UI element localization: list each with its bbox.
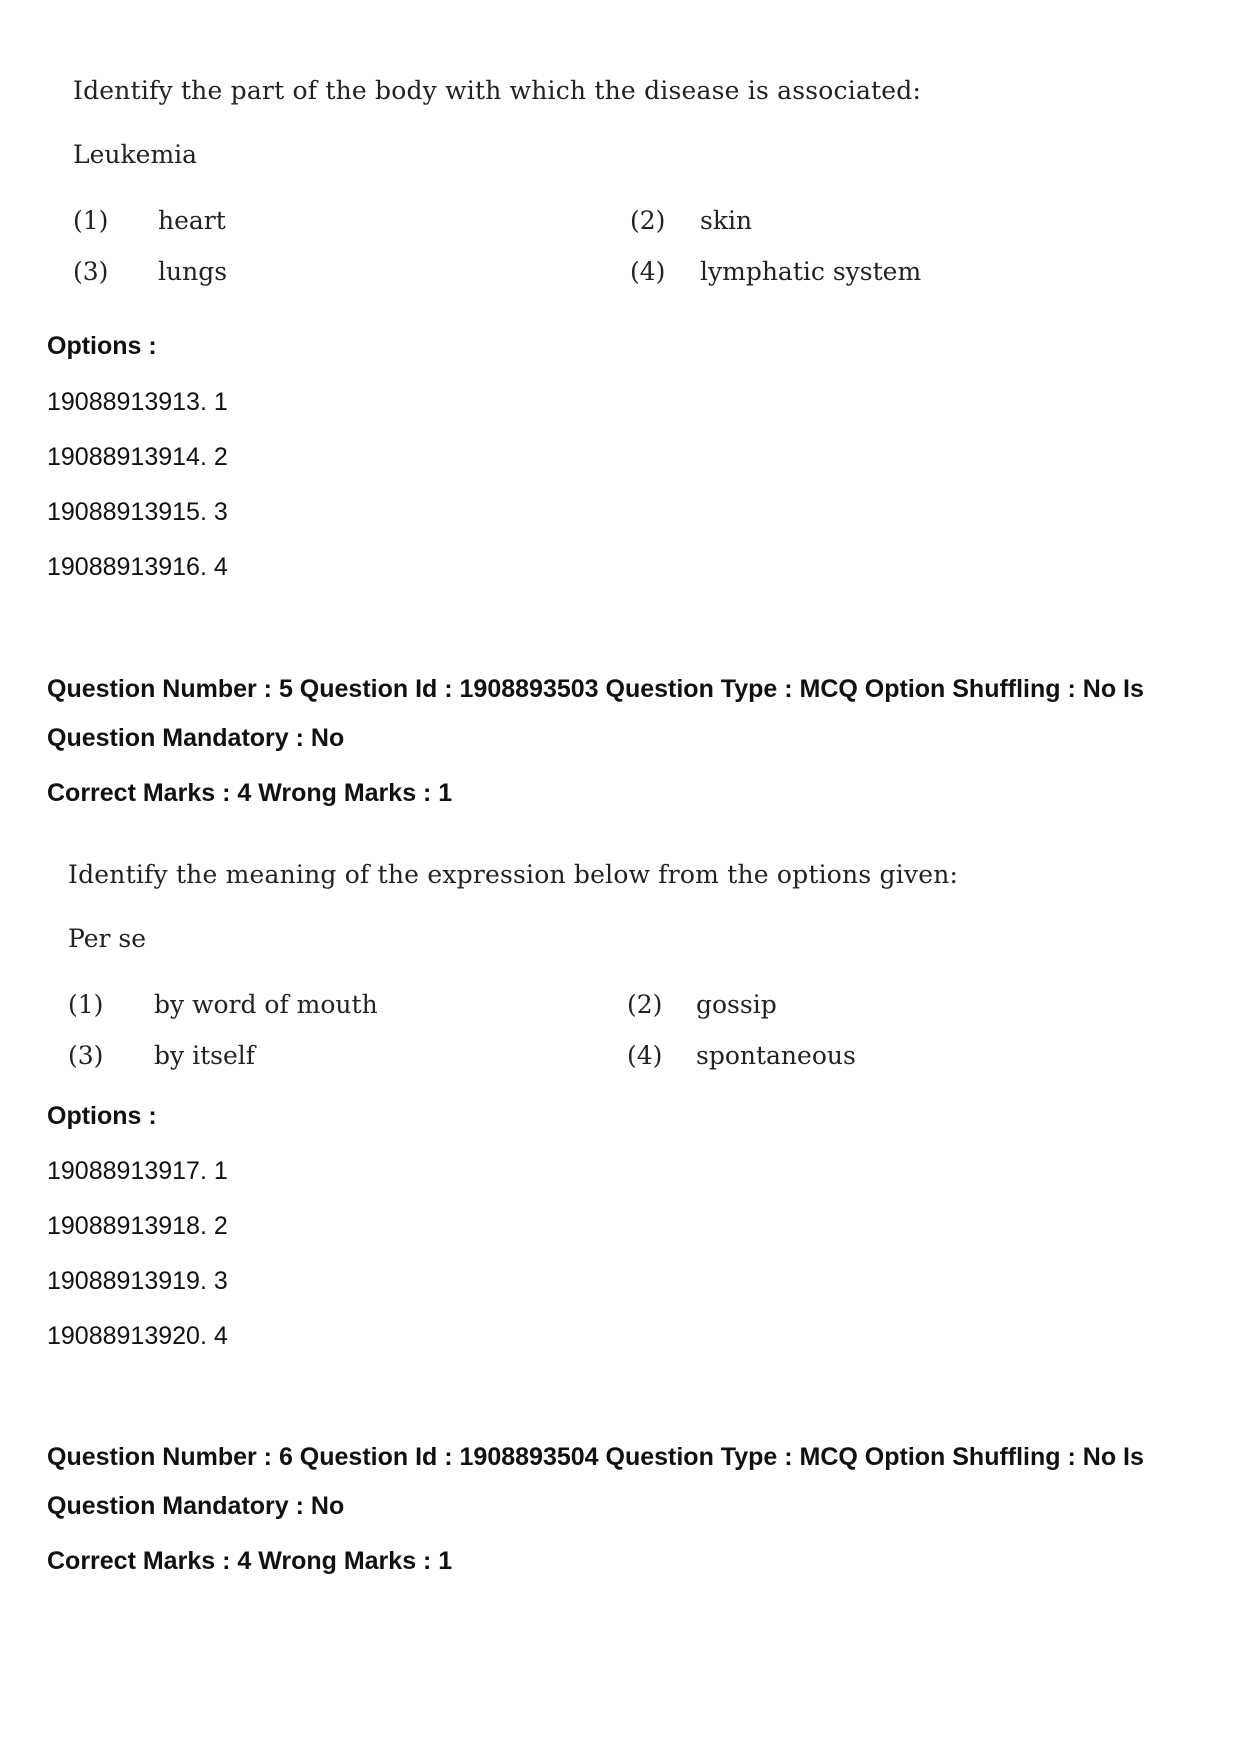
choice-2-text: skin xyxy=(700,206,753,235)
marks-line: Correct Marks : 4 Wrong Marks : 1 xyxy=(47,1547,453,1575)
option-id: 19088913914. 2 xyxy=(47,443,228,471)
question-meta-line: Question Number : 6 Question Id : 1908893504 Question Type : MCQ Option Shuffling : No Is xyxy=(47,1443,1144,1471)
option-id: 19088913920. 4 xyxy=(47,1322,228,1350)
question-4-stem: Identify the part of the body with which the disease is associated: xyxy=(73,76,922,105)
choice-2-text: gossip xyxy=(696,990,777,1019)
choice-3-text: lungs xyxy=(158,257,228,286)
question-5-stem: Identify the meaning of the expression below from the options given: xyxy=(68,860,959,889)
options-label: Options : xyxy=(47,332,157,360)
choice-4-number: (4) xyxy=(627,1041,663,1070)
choice-4-text: spontaneous xyxy=(696,1041,856,1070)
choice-1-number: (1) xyxy=(68,990,104,1019)
choice-4-number: (4) xyxy=(630,257,666,286)
choice-2-number: (2) xyxy=(630,206,666,235)
question-4-term: Leukemia xyxy=(73,140,198,169)
option-id: 19088913919. 3 xyxy=(47,1267,228,1295)
choice-3-number: (3) xyxy=(73,257,109,286)
option-id: 19088913917. 1 xyxy=(47,1157,228,1185)
option-id: 19088913915. 3 xyxy=(47,498,228,526)
question-meta-line: Question Mandatory : No xyxy=(47,1492,345,1520)
option-id: 19088913918. 2 xyxy=(47,1212,228,1240)
question-meta-line: Question Mandatory : No xyxy=(47,724,345,752)
choice-4-text: lymphatic system xyxy=(700,257,922,286)
choice-1-text: by word of mouth xyxy=(154,990,378,1019)
question-meta-line: Question Number : 5 Question Id : 1908893503 Question Type : MCQ Option Shuffling : No Is xyxy=(47,675,1144,703)
option-id: 19088913916. 4 xyxy=(47,553,228,581)
choice-2-number: (2) xyxy=(627,990,663,1019)
option-id: 19088913913. 1 xyxy=(47,388,228,416)
choice-1-number: (1) xyxy=(73,206,109,235)
question-5-term: Per se xyxy=(68,924,147,953)
choice-1-text: heart xyxy=(158,206,226,235)
choice-3-text: by itself xyxy=(154,1041,255,1070)
marks-line: Correct Marks : 4 Wrong Marks : 1 xyxy=(47,779,453,807)
options-label: Options : xyxy=(47,1102,157,1130)
choice-3-number: (3) xyxy=(68,1041,104,1070)
